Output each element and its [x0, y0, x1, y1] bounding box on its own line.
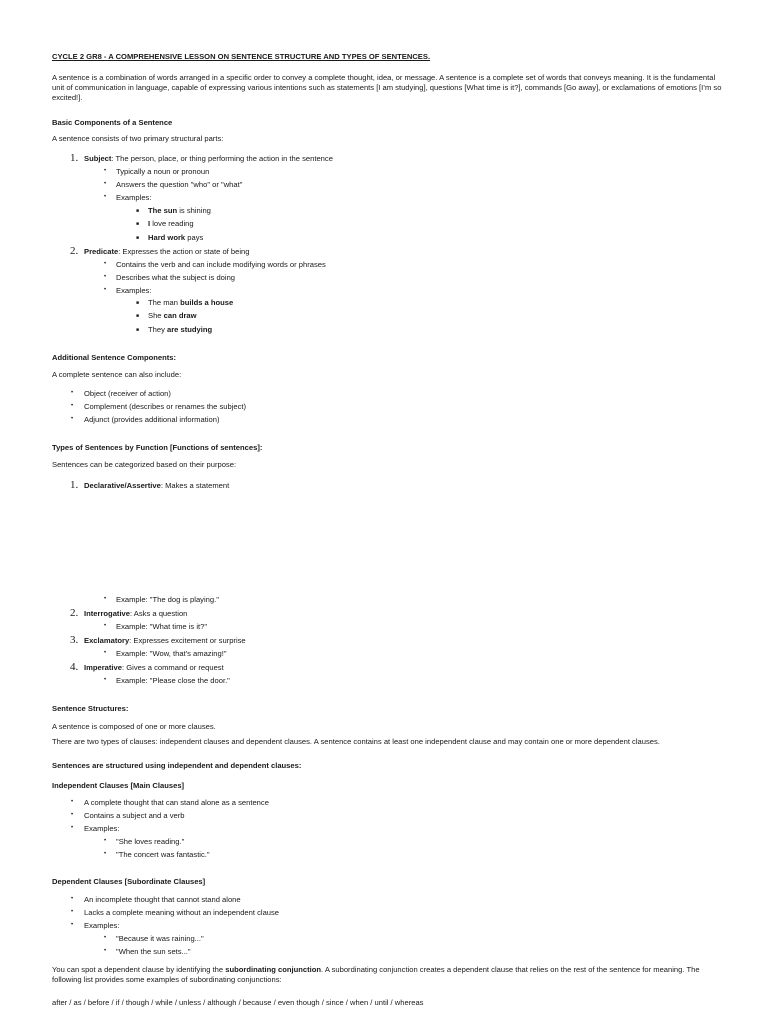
type-number: 1. [70, 479, 79, 491]
intro-paragraph: A sentence is a combination of words arranged in a specific order to convey a complete thought, idea, or message. A sentence is a complete set of words that conveys meaning. It is the fundamental unit of communication in language, capable of expressing various intentions such as statements [I am studying], questions [What time is it?], commands [Go away], or exclamations of emotions [I’m so excited!]. [52, 73, 722, 102]
predicate-point: Describes what the subject is doing [116, 273, 236, 282]
subject-point: Examples: [116, 193, 152, 202]
subject-label: Subject [84, 154, 112, 163]
predicate-point: Contains the verb and can include modifying words or phrases [116, 260, 326, 269]
subject-example: The sun is shining [148, 206, 211, 215]
bullet-icon: • [104, 261, 107, 267]
dependent-item: Lacks a complete meaning without an independent clause [84, 908, 280, 917]
predicate-example: They are studying [148, 325, 213, 334]
type-item: Imperative: Gives a command or request [84, 663, 224, 672]
independent-example: "The concert was fantastic." [116, 850, 210, 859]
bullet-icon: • [71, 390, 74, 396]
bullet-icon: • [104, 935, 107, 941]
additional-item: Object (receiver of action) [84, 389, 171, 398]
basic-heading: Basic Components of a Sentence [52, 118, 173, 127]
bullet-icon: • [104, 851, 107, 857]
structures-subheading: Sentences are structured using independent and dependent clauses: [52, 761, 302, 770]
dependent-item: An incomplete thought that cannot stand alone [84, 895, 241, 904]
type-item: Declarative/Assertive: Makes a statement [84, 481, 230, 490]
independent-example: "She loves reading." [116, 837, 185, 846]
additional-heading: Additional Sentence Components: [52, 353, 177, 362]
conjunction-paragraph: You can spot a dependent clause by identifying the subordinating conjunction. A subordinating conjunction creates a dependent clause that relies on the rest of the sentence for meaning. The following list provides some examples of subordinating conjunctions: [52, 965, 700, 984]
bullet-icon: • [104, 287, 107, 293]
independent-heading: Independent Clauses [Main Clauses] [52, 781, 185, 790]
bullet-icon: • [104, 181, 107, 187]
square-bullet-icon: ■ [136, 313, 140, 319]
bullet-icon: • [71, 922, 74, 928]
predicate-number: 2. [70, 245, 79, 257]
subject-example: I love reading [148, 219, 194, 228]
bullet-icon: • [104, 650, 107, 656]
dependent-item: Examples: [84, 921, 120, 930]
bullet-icon: • [104, 596, 107, 602]
page-title: CYCLE 2 GR8 - A COMPREHENSIVE LESSON ON SENTENCE STRUCTURE AND TYPES OF SENTENCES. [52, 52, 431, 61]
structures-heading: Sentence Structures: [52, 704, 129, 713]
type-example: Example: "Wow, that's amazing!" [116, 649, 227, 658]
bullet-icon: • [71, 896, 74, 902]
type-example: Example: "What time is it?" [116, 622, 208, 631]
type-number: 2. [70, 607, 79, 619]
additional-item: Complement (describes or renames the subject) [84, 402, 247, 411]
independent-item: Examples: [84, 824, 120, 833]
subject-number: 1. [70, 152, 79, 164]
square-bullet-icon: ■ [136, 235, 140, 241]
bullet-icon: • [71, 799, 74, 805]
square-bullet-icon: ■ [136, 208, 140, 214]
subject-item [84, 154, 333, 164]
dependent-heading: Dependent Clauses [Subordinate Clauses] [52, 877, 206, 886]
dependent-example: "Because it was raining..." [116, 934, 204, 943]
independent-item: A complete thought that can stand alone as a sentence [84, 798, 269, 807]
predicate-example: She can draw [148, 311, 197, 320]
type-number: 4. [70, 661, 79, 673]
structures-line1: A sentence is composed of one or more clauses. [52, 722, 216, 731]
bullet-icon: • [104, 168, 107, 174]
type-item: Interrogative: Asks a question [84, 609, 188, 618]
bullet-icon: • [104, 274, 107, 280]
predicate-desc: : Expresses the action or state of being [118, 247, 250, 256]
bullet-icon: • [71, 812, 74, 818]
predicate-label: Predicate [84, 247, 119, 256]
predicate-item [84, 247, 249, 257]
square-bullet-icon: ■ [136, 300, 140, 306]
independent-item: Contains a subject and a verb [84, 811, 185, 820]
additional-item: Adjunct (provides additional information) [84, 415, 220, 424]
bullet-icon: • [71, 909, 74, 915]
types-lead: Sentences can be categorized based on their purpose: [52, 460, 237, 469]
conjunction-list: after / as / before / if / though / while / unless / although / because / even though / since / when / until / whereas [52, 998, 424, 1007]
bullet-icon: • [71, 825, 74, 831]
bullet-icon: • [71, 403, 74, 409]
basic-lead: A sentence consists of two primary structural parts: [52, 134, 224, 143]
type-example: Example: "Please close the door." [116, 676, 230, 685]
additional-lead: A complete sentence can also include: [52, 370, 182, 379]
types-heading: Types of Sentences by Function [Functions of sentences]: [52, 443, 263, 452]
subject-point: Typically a noun or pronoun [116, 167, 210, 176]
bullet-icon: • [104, 623, 107, 629]
bullet-icon: • [71, 416, 74, 422]
type-number: 3. [70, 634, 79, 646]
bullet-icon: • [104, 677, 107, 683]
subject-desc: : The person, place, or thing performing the action in the sentence [111, 154, 333, 163]
subject-example: Hard work pays [148, 233, 204, 242]
bullet-icon: • [104, 948, 107, 954]
type-item: Exclamatory: Expresses excitement or surprise [84, 636, 246, 645]
structures-line2: There are two types of clauses: independent clauses and dependent clauses. A sentence contains at least one independent clause and may contain one or more dependent clauses. [52, 737, 660, 746]
bullet-icon: • [104, 838, 107, 844]
predicate-example: The man builds a house [148, 298, 234, 307]
subject-point: Answers the question "who" or "what" [116, 180, 243, 189]
dependent-example: "When the sun sets..." [116, 947, 191, 956]
square-bullet-icon: ■ [136, 221, 140, 227]
predicate-point: Examples: [116, 286, 152, 295]
type-example: Example: "The dog is playing." [116, 595, 219, 604]
square-bullet-icon: ■ [136, 327, 140, 333]
bullet-icon: • [104, 194, 107, 200]
